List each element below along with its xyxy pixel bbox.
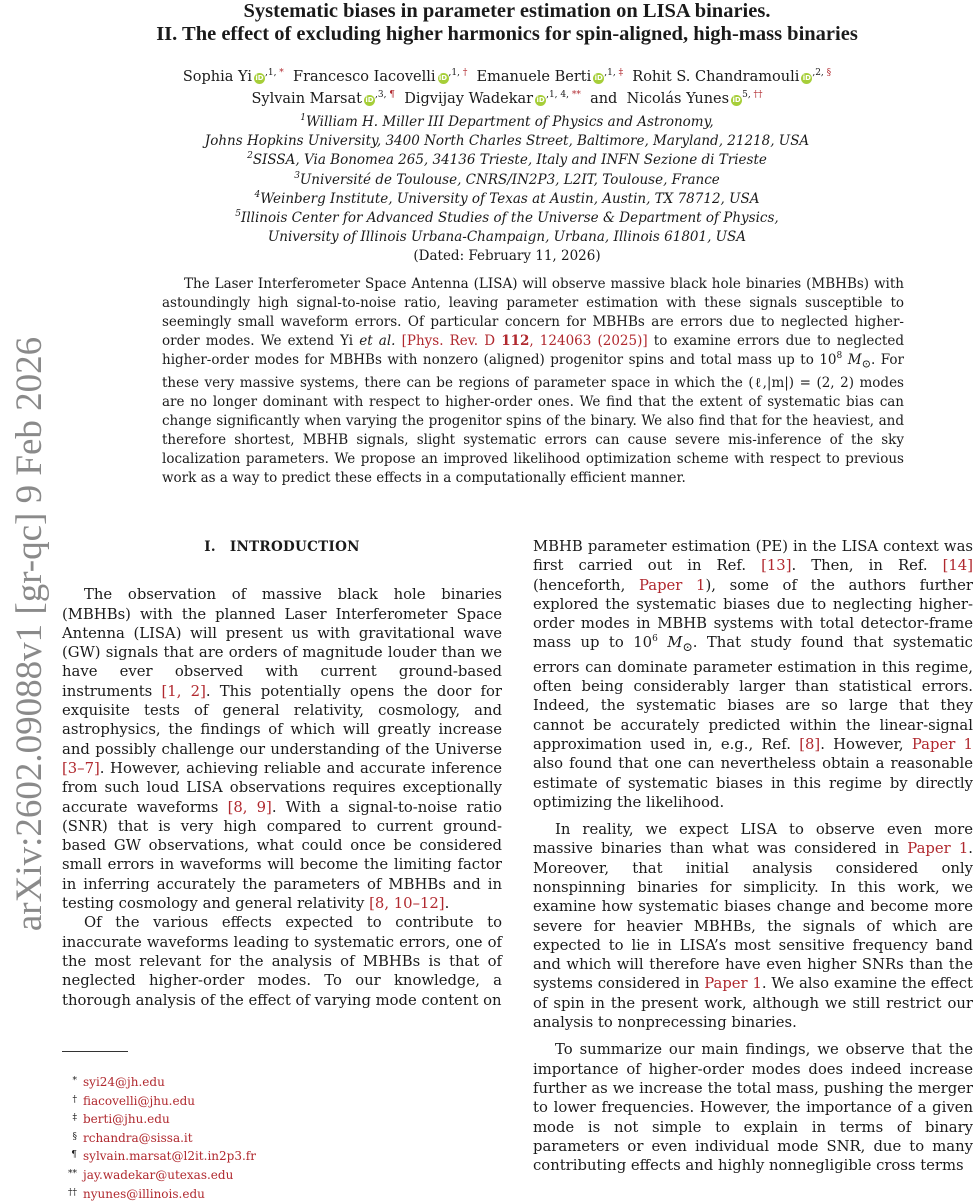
email-link[interactable]: berti@jhu.edu bbox=[83, 1112, 170, 1127]
author-affil: ,1, bbox=[604, 68, 619, 78]
citation-link[interactable]: [8, 10–12] bbox=[369, 895, 445, 913]
author-affil: ,1, bbox=[264, 68, 280, 78]
author-name: Sophia Yi bbox=[182, 69, 252, 85]
title-line-1: Systematic biases in parameter estimation on LISA binaries. bbox=[243, 0, 771, 22]
orcid-icon[interactable]: iD bbox=[365, 96, 374, 104]
citation-link[interactable]: [8, 9] bbox=[227, 798, 272, 816]
abstract: The Laser Interferometer Space Antenna (LISA) will observe massive black hole binaries (MBHBs) with astoundingly high signal-to-noise ratio, leaving parameter estimation with these signals susceptible to seemingly small waveform errors. Of particular concern for MBHBs are errors due to neglected higher-order modes. We extend Yi et al. [Phys. Rev. D 112, 124063 (2025)] to examine errors due to neglected higher-order modes for MBHBs with nonzero (aligned) progenitor spins and total mass up to $10^8$ $M_⊙$. For these very massive systems, there can be regions of parameter space in which the (ℓ,|m|) = (2, 2) modes are no longer dominant with respect to higher-order ones. We find that the extent of systematic bias can change significantly when varying the progenitor spins of the binary. We also find that for the heaviest, and therefore shortest, MBHB signals, slight systematic errors can cause severe mis-inference of the sky localization parameters. We propose an improved likelihood optimization scheme with respect to previous work as a way to predict these effects in a computationally efficient manner. bbox=[162, 276, 905, 486]
email-link[interactable]: jay.wadekar@utexas.edu bbox=[83, 1167, 234, 1182]
affiliations bbox=[60, 113, 954, 267]
author-list bbox=[60, 66, 954, 110]
section-heading: I. INTRODUCTION bbox=[204, 539, 360, 555]
author-name: Sylvain Marsat bbox=[251, 91, 362, 107]
affiliation-line: University of Illinois Urbana-Champaign, Urbana, Illinois 61801, USA bbox=[267, 229, 747, 246]
dated-line: (Dated: February 11, 2026) bbox=[413, 248, 601, 265]
footnote: ** jay.wadekar@utexas.edu bbox=[68, 1167, 234, 1182]
footnote: * syi24@jh.edu bbox=[72, 1075, 165, 1089]
email-link[interactable]: sylvain.marsat@l2it.in2p3.fr bbox=[83, 1149, 256, 1164]
author-footnote-mark[interactable]: ** bbox=[571, 90, 581, 100]
footnote-rule bbox=[62, 1051, 128, 1052]
citation-link[interactable]: [13] bbox=[761, 557, 792, 575]
author-name: Nicolás Yunes bbox=[626, 91, 730, 107]
author-affil: ,1, bbox=[448, 68, 463, 78]
paper1-link[interactable]: Paper 1 bbox=[704, 975, 762, 993]
left-column bbox=[62, 535, 502, 1010]
author-name: Rohit S. Chandramouli bbox=[632, 69, 800, 85]
author-footnote-mark[interactable]: † bbox=[462, 68, 468, 78]
paper1-link[interactable]: Paper 1 bbox=[638, 576, 706, 594]
author-footnote-mark[interactable]: § bbox=[826, 68, 832, 78]
affiliation-line: $^3$Université de Toulouse, CNRS/IN2P3, L2IT, Toulouse, France bbox=[294, 170, 720, 188]
footnote: ¶ sylvain.marsat@l2it.in2p3.fr bbox=[71, 1149, 256, 1164]
and-word: and bbox=[590, 91, 618, 107]
author-footnote-mark[interactable]: ‡ bbox=[618, 68, 624, 78]
orcid-icon[interactable]: iD bbox=[802, 74, 811, 82]
citation-link[interactable]: [8] bbox=[799, 735, 821, 753]
paragraph: The observation of massive black hole binaries (MBHBs) with the planned Laser Interferometer Space Antenna (LISA) will present us with gravitational wave (GW) signals that are orders of magnitude louder than we have ever observed with current ground-based instruments [1, 2]. This potentially opens the door for exquisite tests of general relativity, cosmology, and astrophysics, the findings of which will greatly increase and possibly challenge our understanding of the Universe [3–7]. However, achieving reliable and accurate inference from such loud LISA observations requires exceptionally accurate waveforms [8, 9]. With a signal-to-noise ratio (SNR) that is very high compared to current ground-based GW observations, what could once be considered small errors in waveforms will become the limiting factor in inferring accurately the parameters of MBHBs and in testing cosmology and general relativity [8, 10–12]. bbox=[62, 586, 502, 913]
affiliation-line: $^2$SISSA, Via Bonomea 265, 34136 Trieste, Italy and INFN Sezione di Trieste bbox=[247, 151, 767, 169]
affiliation-line: $^4$Weinberg Institute, University of Texas at Austin, Austin, TX 78712, USA bbox=[254, 189, 760, 207]
paragraph: Of the various effects expected to contribute to inaccurate waveforms leading to systematic errors, one of the most relevant for the analysis of MBHBs is that of neglected higher-order modes. To our knowledge, a thorough analysis of the effect of varying mode content on bbox=[62, 914, 502, 1009]
paragraph: MBHB parameter estimation (PE) in the LISA context was first carried out in Ref. [13]. Then, in Ref. [14] (henceforth, Paper 1), some of the authors further explored the systematic biases due to neglecting higher-order modes in MBHB systems with total detector-frame mass up to $10^6$ $M_⊙$. That study found that systematic errors can dominate parameter estimation in this regime, often being considerably larger than statistical errors. Indeed, the systematic biases are so large that they cannot be accurately predicted within the linear-signal approximation used in, e.g., Ref. [8]. However, Paper 1 also found that one can nevertheless obtain a reasonable estimate of systematic biases in this regime by directly optimizing the likelihood. bbox=[533, 538, 973, 811]
author-name: Francesco Iacovelli bbox=[293, 69, 436, 85]
email-link[interactable]: fiacovelli@jhu.edu bbox=[83, 1093, 196, 1108]
paper-title bbox=[60, 0, 954, 46]
author-line-2 bbox=[60, 88, 954, 110]
email-link[interactable]: syi24@jh.edu bbox=[83, 1075, 165, 1089]
author-footnote-mark[interactable]: * bbox=[279, 68, 284, 78]
paragraph: To summarize our main findings, we observe that the importance of higher-order modes does indeed increase further as we increase the total mass, pushing the merger to lower frequencies. However, the importance of a given mode is not simple to explain in terms of binary parameters or even individual mode SNR, due to many contributing effects and highly nonnegligible cross terms bbox=[533, 1041, 973, 1175]
author-affil: 5, bbox=[742, 90, 754, 100]
citation-link[interactable]: [3–7] bbox=[62, 759, 100, 777]
author-name: Digvijay Wadekar bbox=[404, 91, 534, 107]
author-line-1 bbox=[60, 66, 954, 88]
email-link[interactable]: nyunes@illinois.edu bbox=[83, 1186, 205, 1201]
footnotes bbox=[62, 1073, 256, 1203]
arxiv-identifier[interactable]: arXiv:2602.09088v1 [gr-qc] 9 Feb 2026 bbox=[9, 336, 50, 932]
paper1-link[interactable]: Paper 1 bbox=[911, 735, 973, 753]
author-footnote-mark[interactable]: ¶ bbox=[389, 90, 396, 100]
footnote: †† nyunes@illinois.edu bbox=[68, 1186, 205, 1201]
author-affil: ,2, bbox=[812, 68, 827, 78]
right-column bbox=[533, 537, 973, 1175]
affiliation-line: $^1$William H. Miller III Department of Physics and Astronomy, bbox=[300, 113, 714, 130]
title-line-2: II. The effect of excluding higher harmonics for spin-aligned, high-mass binaries bbox=[156, 23, 858, 45]
author-affil: ,1, 4, bbox=[546, 90, 572, 100]
email-link[interactable]: rchandra@sissa.it bbox=[83, 1130, 193, 1145]
paper1-link[interactable]: Paper 1 bbox=[907, 840, 969, 858]
orcid-icon[interactable]: iD bbox=[594, 74, 603, 82]
orcid-icon[interactable]: iD bbox=[255, 74, 264, 82]
affiliation-line: $^5$Illinois Center for Advanced Studies of the Universe & Department of Physics, bbox=[235, 209, 779, 227]
journal-citation-link[interactable]: [Phys. Rev. D 112, 124063 (2025)] bbox=[401, 333, 648, 349]
orcid-icon[interactable]: iD bbox=[536, 96, 545, 104]
orcid-icon[interactable]: iD bbox=[732, 96, 741, 104]
orcid-icon[interactable]: iD bbox=[438, 74, 448, 82]
paragraph: In reality, we expect LISA to observe even more massive binaries than what was considered in Paper 1. Moreover, that initial analysis considered only nonspinning binaries for simplicity. In this work, we examine how systematic biases change and become more severe for heavier MBHBs, the signals of which are expected to lie in LISA’s most sensitive frequency band and which will therefore have even higher SNRs than the systems considered in Paper 1. We also examine the effect of spin in the present work, although we still restrict our analysis to nonprecessing binaries. bbox=[533, 821, 973, 1032]
author-footnote-mark[interactable]: †† bbox=[753, 90, 763, 100]
affiliation-line: Johns Hopkins University, 3400 North Charles Street, Baltimore, Maryland, 21218, USA bbox=[204, 133, 810, 150]
citation-link[interactable]: [14] bbox=[942, 557, 973, 575]
footnote: ‡ berti@jhu.edu bbox=[72, 1112, 170, 1127]
footnote: † fiacovelli@jhu.edu bbox=[72, 1093, 196, 1108]
author-name: Emanuele Berti bbox=[476, 69, 592, 85]
citation-link[interactable]: [1, 2] bbox=[161, 682, 206, 700]
author-affil: ,3, bbox=[374, 90, 390, 100]
footnote: § rchandra@sissa.it bbox=[72, 1130, 193, 1145]
